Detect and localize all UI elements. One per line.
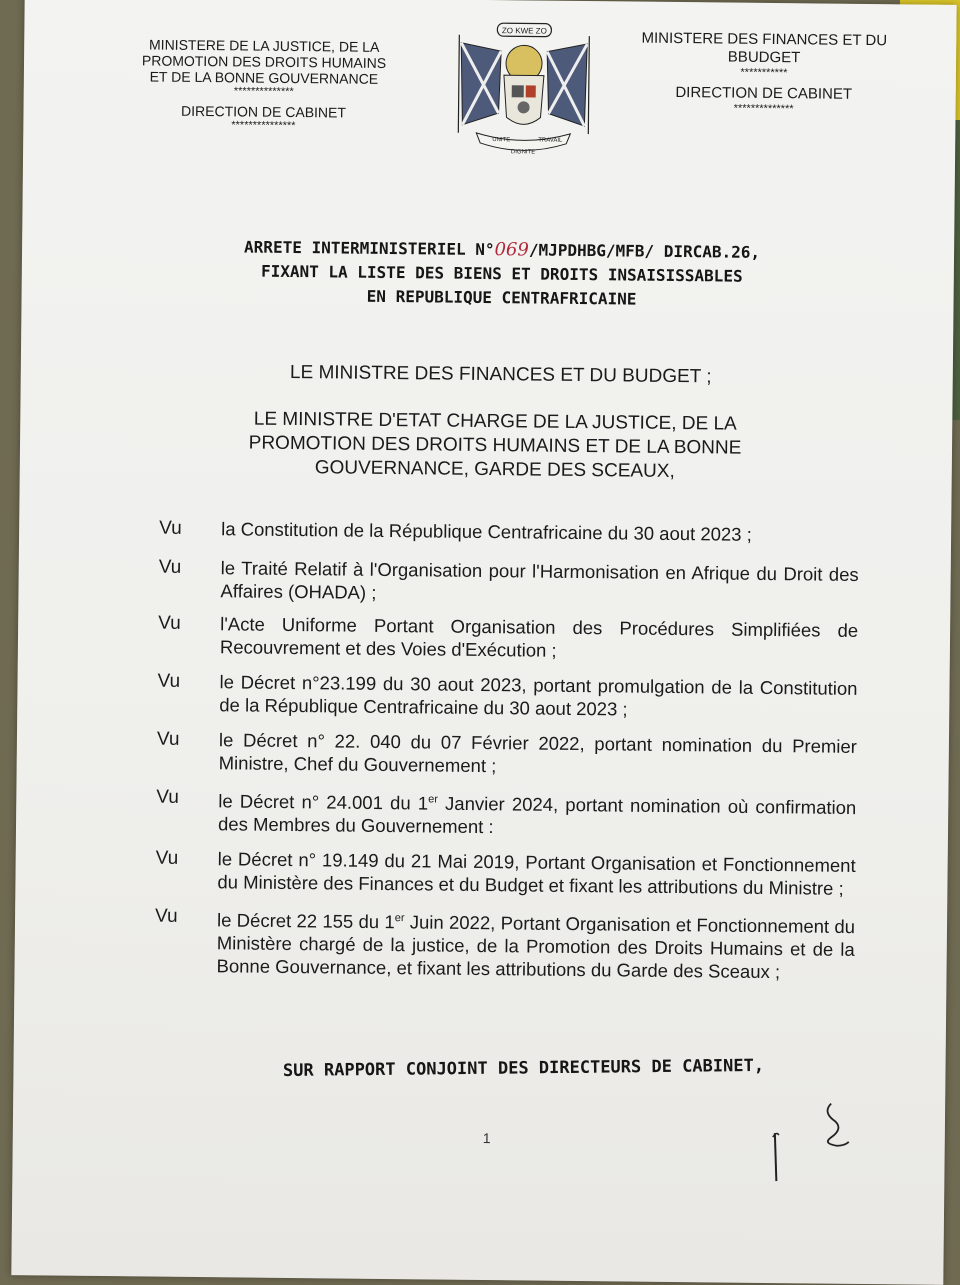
visa-label: Vu (158, 556, 182, 578)
visa-text-part: le Décret n° 24.001 du 1 (218, 790, 429, 814)
page-number: 1 (482, 1130, 491, 1147)
handwritten-initials-signature (752, 1093, 863, 1194)
visa-text (218, 786, 856, 842)
visa-text: le Décret n° 22. 040 du 07 Février 2022, portant nomination du Premier Ministre, Chef du Gouvernement ; (218, 729, 858, 777)
visa-text-sup: er (394, 912, 405, 925)
title-suffix: /MJPDHBG/MFB/ DIRCAB.26, (528, 240, 761, 262)
visa-item (158, 612, 858, 665)
visa-label: Vu (156, 728, 180, 750)
visa-text (216, 905, 855, 984)
visa-list (154, 517, 859, 985)
emblem-top-text: ZO KWE ZO (501, 26, 547, 36)
visa-text: le Décret n° 19.149 du 21 Mai 2019, Portant Organisation et Fonctionnement du Ministère des Finances et du Budget et fixant les attributions du Ministre ; (217, 848, 856, 899)
visa-text: le Décret n°23.199 du 30 aout 2023, portant promulgation de la Constitution de la République Centrafricaine du 30 aout 2023 ; (219, 671, 858, 720)
decree-title-line2: FIXANT LA LISTE DES BIENS ET DROITS INSAISISSABLES (260, 261, 743, 286)
closing-line: SUR RAPPORT CONJOINT DES DIRECTEURS DE CABINET, (282, 1055, 765, 1081)
visa-label: Vu (155, 847, 179, 869)
header-right-ministry: MINISTERE DES FINANCES ET DU BBUDGET (641, 29, 888, 67)
visa-text-part: Janvier 2024, portant nomination où confirmation des Membres du Gouvernement : (217, 792, 857, 838)
visa-text: la Constitution de la République Centrafricaine du 30 aout 2023 ; (221, 518, 752, 545)
document-page (11, 0, 956, 1285)
minister-finances: LE MINISTRE DES FINANCES ET DU BUDGET ; (289, 361, 712, 388)
header-right-stars-2: ************** (733, 102, 794, 116)
visa-label: Vu (158, 612, 181, 634)
visa-label: Vu (157, 670, 181, 692)
decree-title-line3: EN REPUBLIQUE CENTRAFRICAINE (366, 286, 637, 309)
decree-number: 069 (494, 239, 530, 261)
emblem-motto-left: UNITE (492, 137, 511, 144)
header-right-stars: *********** (740, 66, 788, 80)
title-prefix: ARRETE INTERMINISTERIEL N° (244, 237, 495, 260)
header-right (624, 29, 905, 116)
visa-item (157, 670, 857, 723)
visa-text: l'Acte Uniforme Portant Organisation des Procédures Simplifiées de Recouvrement et des Voies d'Exécution ; (219, 613, 859, 661)
header-right-direction: DIRECTION DE CABINET (675, 83, 853, 103)
visa-item (156, 786, 856, 842)
visa-item (158, 556, 858, 609)
visa-item (159, 517, 859, 547)
visa-label: Vu (156, 786, 179, 808)
visa-label: Vu (154, 905, 178, 927)
coat-of-arms-emblem (438, 15, 610, 162)
visa-item (154, 905, 855, 984)
visa-text-part: le Décret 22 155 du 1 (216, 909, 395, 933)
visa-text-part: Juin 2022, Portant Organisation et Fonctionnement du Ministère chargé de la justice, de la Promotion des Droits Humains et de la Bonne Gouvernance, et fixant les attributions du Garde des Sceaux ; (216, 911, 856, 983)
header-left-stars: ************** (233, 85, 294, 98)
minister-justice: LE MINISTRE D'ETAT CHARGE DE LA JUSTICE, DE LA PROMOTION DES DROITS HUMAINS ET DE LA BONNE GOUVERNANCE, GARDE DES SCEAUX, (248, 408, 742, 482)
visa-text-sup: er (428, 793, 439, 806)
visa-item (155, 847, 855, 900)
emblem-motto-right: TRAVAIL (538, 137, 563, 144)
visa-text: le Traité Relatif à l'Organisation pour l'Harmonisation en Afrique du Droit des Affaires (OHADA) ; (220, 557, 859, 603)
header-left (133, 36, 394, 133)
emblem-motto-center: DIGNITE (510, 149, 536, 156)
visa-label: Vu (159, 517, 182, 539)
decree-title (171, 235, 832, 314)
header-left-ministry: MINISTERE DE LA JUSTICE, DE LA PROMOTION DES DROITS HUMAINS ET DE LA BONNE GOUVERNANCE (141, 36, 387, 87)
visa-item (157, 728, 857, 781)
header-left-direction: DIRECTION DE CABINET (180, 102, 347, 121)
header-left-stars-2: *************** (231, 119, 296, 132)
